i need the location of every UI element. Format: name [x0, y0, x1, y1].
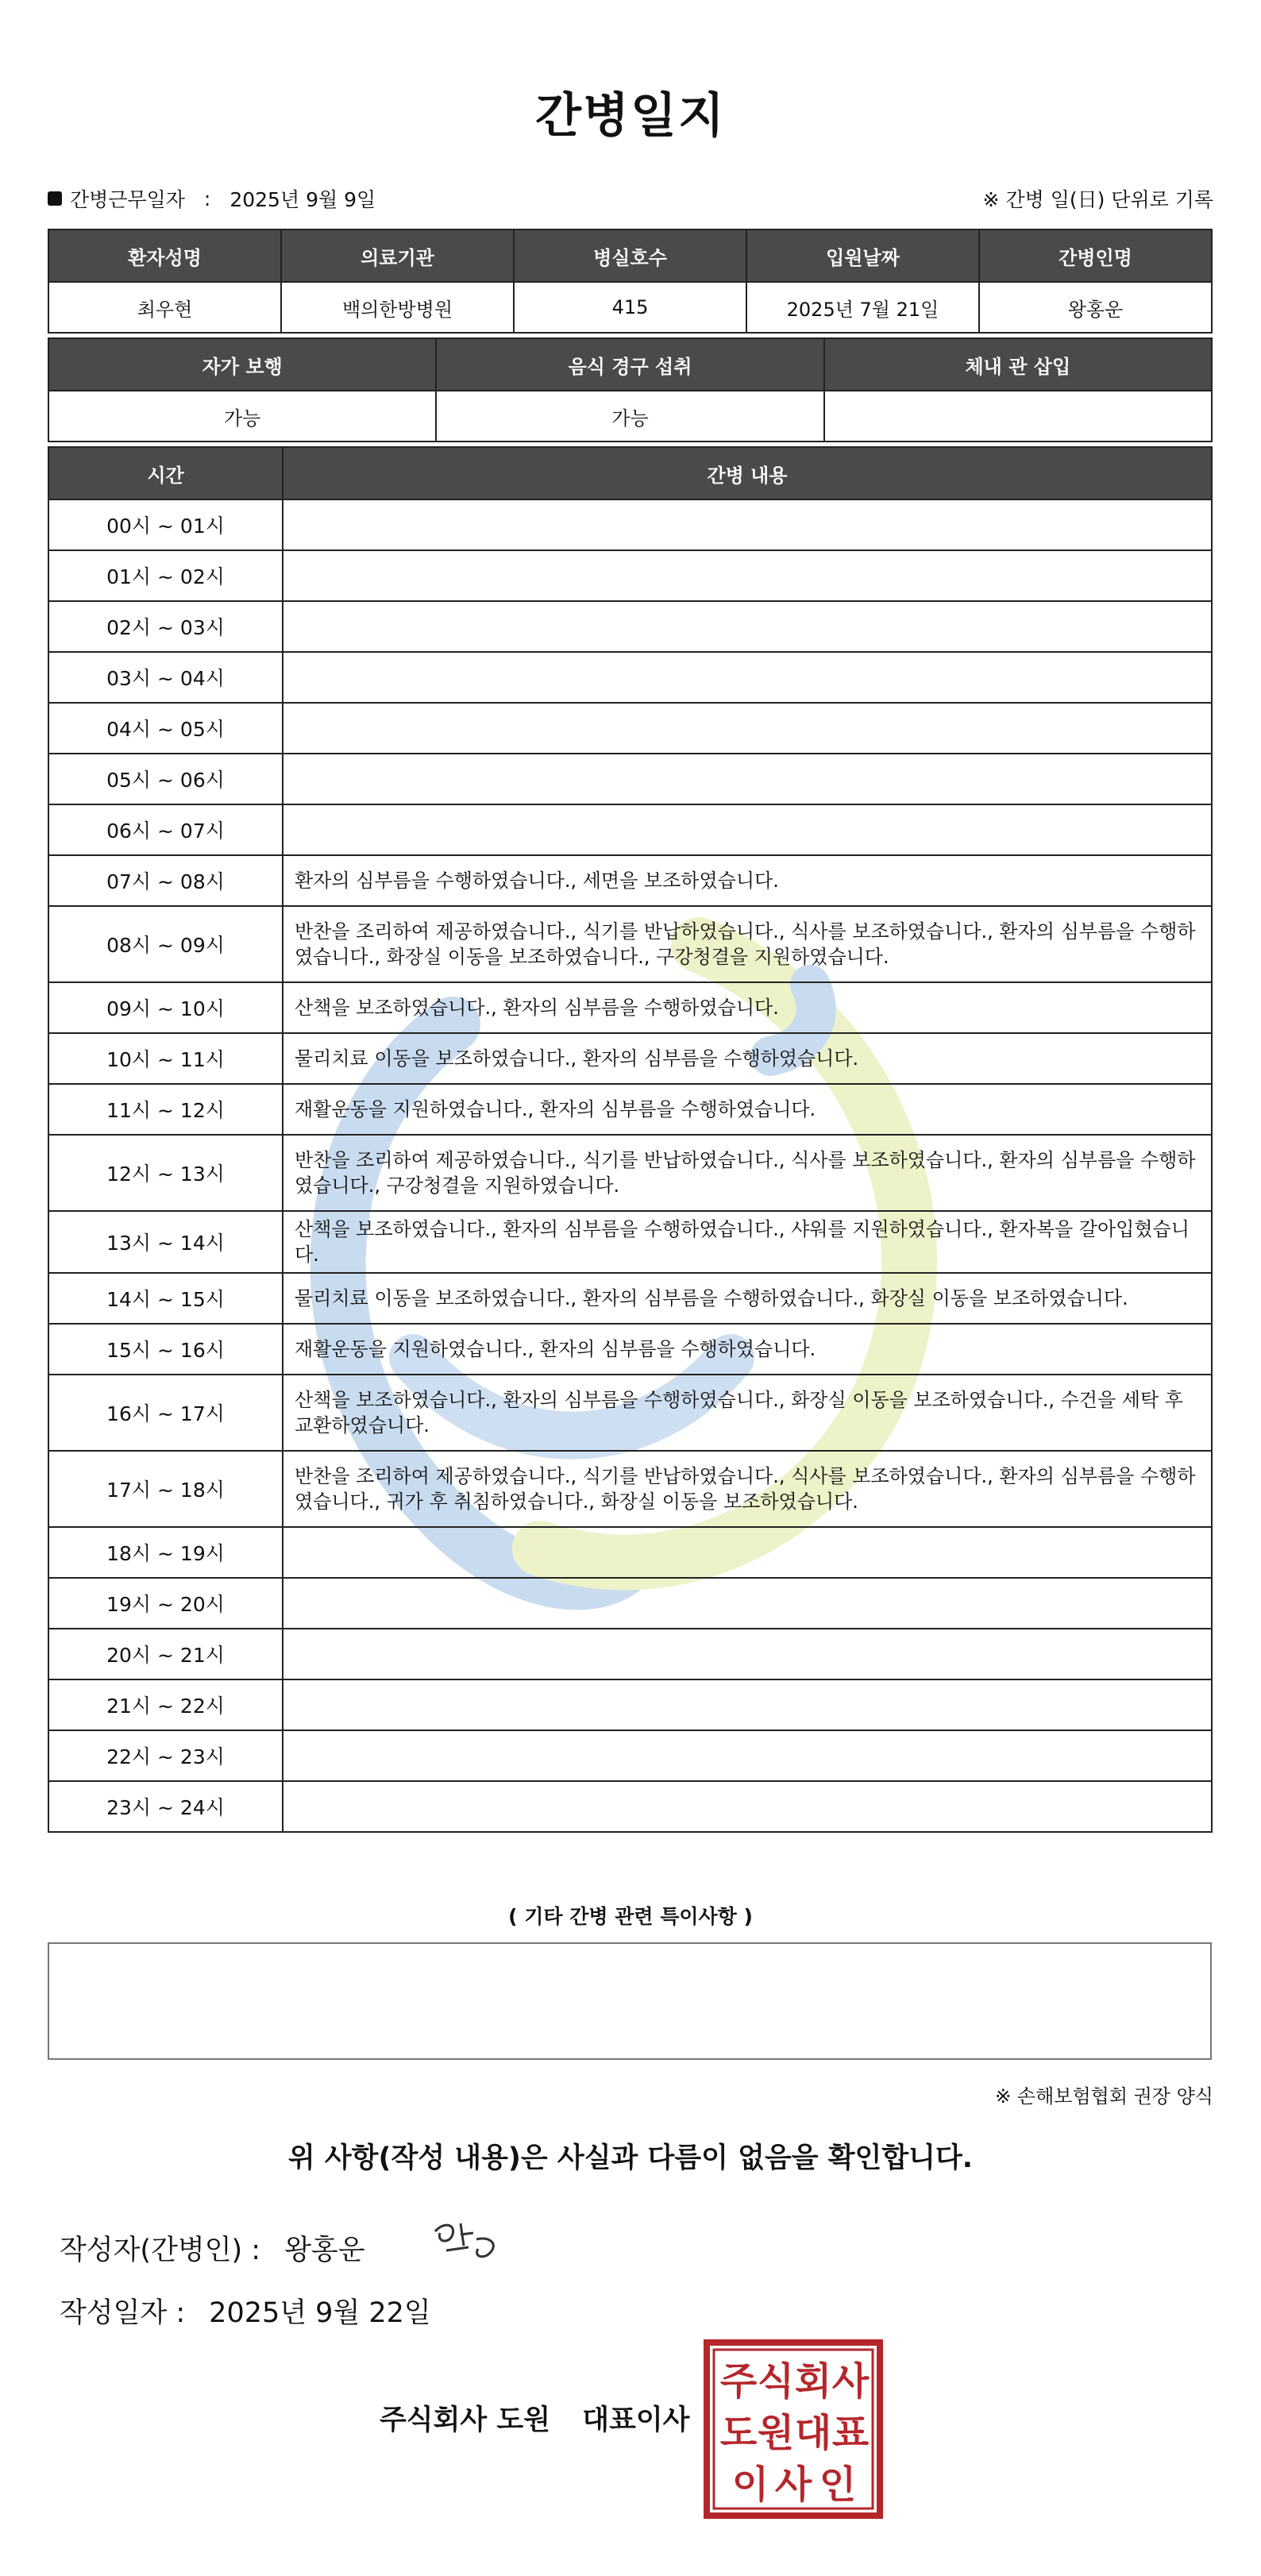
care-content: 반찬을 조리하여 제공하였습니다., 식기를 반납하였습니다., 식사를 보조하였습니다., 환자의 심부름을 수행하였습니다., 귀가 후 취침하였습니다., 화장실 이동을 보조하였습니다. — [283, 1451, 1212, 1527]
care-content: 재활운동을 지원하였습니다., 환자의 심부름을 수행하였습니다. — [283, 1324, 1212, 1375]
header-time: 시간 — [48, 447, 283, 499]
time-slot: 10시 ~ 11시 — [48, 1033, 283, 1084]
time-slot: 21시 ~ 22시 — [48, 1679, 283, 1730]
svg-text:이: 이 — [731, 2462, 769, 2507]
table-row — [48, 1578, 1212, 1629]
header-care-content: 간병 내용 — [283, 447, 1212, 499]
time-slot: 22시 ~ 23시 — [48, 1730, 283, 1781]
room-number: 415 — [514, 282, 746, 333]
bullet-icon — [48, 191, 62, 206]
header-admission-date: 입원날짜 — [746, 229, 979, 282]
svg-text:주: 주 — [719, 2359, 758, 2404]
care-content: 재활운동을 지원하였습니다., 환자의 심부름을 수행하였습니다. — [283, 1084, 1212, 1135]
confirmation-text: 위 사항(작성 내용)은 사실과 다름이 없음을 확인합니다. — [287, 2142, 974, 2174]
care-content — [283, 1781, 1212, 1832]
care-content — [283, 1578, 1212, 1629]
table-row — [48, 1451, 1212, 1527]
svg-text:도: 도 — [719, 2411, 758, 2455]
table-row — [48, 1781, 1212, 1832]
table-row — [48, 1033, 1212, 1084]
time-slot: 09시 ~ 10시 — [48, 982, 283, 1033]
writer-row — [60, 2228, 365, 2268]
write-date-label: 작성일자 : — [60, 2297, 186, 2329]
table-row — [48, 1679, 1212, 1730]
table-row — [48, 754, 1212, 804]
care-content — [283, 703, 1212, 754]
company-line — [380, 2398, 689, 2438]
page-title: 간병일지 — [535, 88, 726, 144]
admission-date: 2025년 7월 21일 — [746, 282, 979, 333]
writer-name: 왕홍운 — [284, 2235, 365, 2266]
write-date-value: 2025년 9월 22일 — [209, 2297, 431, 2329]
time-slot: 03시 ~ 04시 — [48, 652, 283, 703]
patient-info-table — [48, 229, 1213, 334]
table-row — [48, 804, 1212, 855]
header-hospital: 의료기관 — [281, 229, 514, 282]
care-content: 환자의 심부름을 수행하였습니다., 세면을 보조하였습니다. — [283, 855, 1212, 906]
time-slot: 20시 ~ 21시 — [48, 1629, 283, 1679]
care-content — [283, 804, 1212, 855]
table-row — [48, 550, 1212, 601]
table-row — [48, 1324, 1212, 1375]
patient-name: 최우현 — [48, 282, 281, 333]
time-slot: 14시 ~ 15시 — [48, 1273, 283, 1324]
svg-text:원: 원 — [757, 2411, 795, 2455]
svg-text:사: 사 — [831, 2359, 870, 2404]
time-slot: 12시 ~ 13시 — [48, 1135, 283, 1211]
table-row — [48, 652, 1212, 703]
time-slot: 00시 ~ 01시 — [48, 499, 283, 550]
time-slot: 23시 ~ 24시 — [48, 1781, 283, 1832]
time-slot: 01시 ~ 02시 — [48, 550, 283, 601]
time-slot: 04시 ~ 05시 — [48, 703, 283, 754]
record-note: ※ 간병 일(日) 단위로 기록 — [982, 188, 1213, 211]
tube-insertion-value — [824, 391, 1212, 442]
time-slot: 11시 ~ 12시 — [48, 1084, 283, 1135]
table-row — [48, 855, 1212, 906]
table-row — [48, 1135, 1212, 1211]
time-slot: 16시 ~ 17시 — [48, 1375, 283, 1451]
header-oral-intake: 음식 경구 섭취 — [436, 338, 823, 391]
care-content: 산책을 보조하였습니다., 환자의 심부름을 수행하였습니다., 샤워를 지원하였습니다., 환자복을 갈아입혔습니다. — [283, 1211, 1212, 1273]
header-self-walking: 자가 보행 — [48, 338, 436, 391]
time-slot: 05시 ~ 06시 — [48, 754, 283, 804]
caregiver-name: 왕홍운 — [979, 282, 1212, 333]
time-slot: 02시 ~ 03시 — [48, 601, 283, 652]
writer-label: 작성자(간병인) : — [60, 2235, 261, 2266]
table-row — [48, 1730, 1212, 1781]
header-tube-insertion: 체내 관 삽입 — [824, 338, 1212, 391]
svg-text:표: 표 — [831, 2411, 870, 2455]
hospital-name: 백의한방병원 — [281, 282, 514, 333]
svg-text:회: 회 — [794, 2359, 832, 2404]
recommend-note: ※ 손해보험협회 권장 양식 — [995, 2085, 1213, 2107]
care-content: 반찬을 조리하여 제공하였습니다., 식기를 반납하였습니다., 식사를 보조하였습니다., 환자의 심부름을 수행하였습니다., 구강청결을 지원하였습니다. — [283, 1135, 1212, 1211]
table-row — [48, 499, 1212, 550]
care-content — [283, 1730, 1212, 1781]
header-room-number: 병실호수 — [514, 229, 746, 282]
care-content: 산책을 보조하였습니다., 환자의 심부름을 수행하였습니다., 화장실 이동을 보조하였습니다., 수건을 세탁 후 교환하였습니다. — [283, 1375, 1212, 1451]
time-slot: 07시 ~ 08시 — [48, 855, 283, 906]
svg-text:인: 인 — [819, 2462, 857, 2507]
work-date-value: 2025년 9월 9일 — [229, 188, 376, 211]
header-patient-name: 환자성명 — [48, 229, 281, 282]
time-slot: 06시 ~ 07시 — [48, 804, 283, 855]
signature-image — [429, 2215, 508, 2271]
svg-text:식: 식 — [757, 2359, 795, 2404]
table-row — [48, 1375, 1212, 1451]
header-caregiver-name: 간병인명 — [979, 229, 1212, 282]
table-row — [48, 982, 1212, 1033]
remarks-title: ( 기타 간병 관련 특이사항 ) — [508, 1905, 753, 1928]
oral-intake-value: 가능 — [436, 391, 823, 442]
care-status-table — [48, 337, 1213, 442]
company-seal-stamp — [703, 2339, 884, 2520]
work-date-separator: : — [203, 187, 211, 210]
table-row — [48, 1527, 1212, 1578]
care-content — [283, 1629, 1212, 1679]
table-row — [48, 1084, 1212, 1135]
care-content — [283, 652, 1212, 703]
care-content: 물리치료 이동을 보조하였습니다., 환자의 심부름을 수행하였습니다. — [283, 1033, 1212, 1084]
company-title: 대표이사 — [582, 2404, 690, 2436]
table-row — [48, 601, 1212, 652]
care-content: 반찬을 조리하여 제공하였습니다., 식기를 반납하였습니다., 식사를 보조하였습니다., 환자의 심부름을 수행하였습니다., 화장실 이동을 보조하였습니다., 구강청결을 지원하였습니다. — [283, 906, 1212, 982]
company-name: 주식회사 도원 — [380, 2404, 551, 2436]
care-content — [283, 601, 1212, 652]
work-date-label: 간병근무일자 — [70, 188, 185, 211]
time-slot: 15시 ~ 16시 — [48, 1324, 283, 1375]
care-content: 물리치료 이동을 보조하였습니다., 환자의 심부름을 수행하였습니다., 화장실 이동을 보조하였습니다. — [283, 1273, 1212, 1324]
table-row — [48, 1273, 1212, 1324]
table-row — [48, 906, 1212, 982]
table-row — [48, 1211, 1212, 1273]
time-slot: 13시 ~ 14시 — [48, 1211, 283, 1273]
care-content — [283, 499, 1212, 550]
care-content: 산책을 보조하였습니다., 환자의 심부름을 수행하였습니다. — [283, 982, 1212, 1033]
care-content — [283, 1527, 1212, 1578]
meta-row — [48, 184, 1213, 216]
time-slot: 18시 ~ 19시 — [48, 1527, 283, 1578]
self-walking-value: 가능 — [48, 391, 436, 442]
time-slot: 08시 ~ 09시 — [48, 906, 283, 982]
svg-text:사: 사 — [774, 2462, 812, 2507]
care-content — [283, 550, 1212, 601]
time-slot: 19시 ~ 20시 — [48, 1578, 283, 1629]
svg-text:대: 대 — [794, 2411, 832, 2455]
write-date-row — [60, 2291, 431, 2331]
table-row — [48, 1629, 1212, 1679]
remarks-box — [48, 1942, 1212, 2060]
care-content — [283, 754, 1212, 804]
care-log-table — [48, 446, 1213, 1833]
care-content — [283, 1679, 1212, 1730]
time-slot: 17시 ~ 18시 — [48, 1451, 283, 1527]
table-row — [48, 703, 1212, 754]
